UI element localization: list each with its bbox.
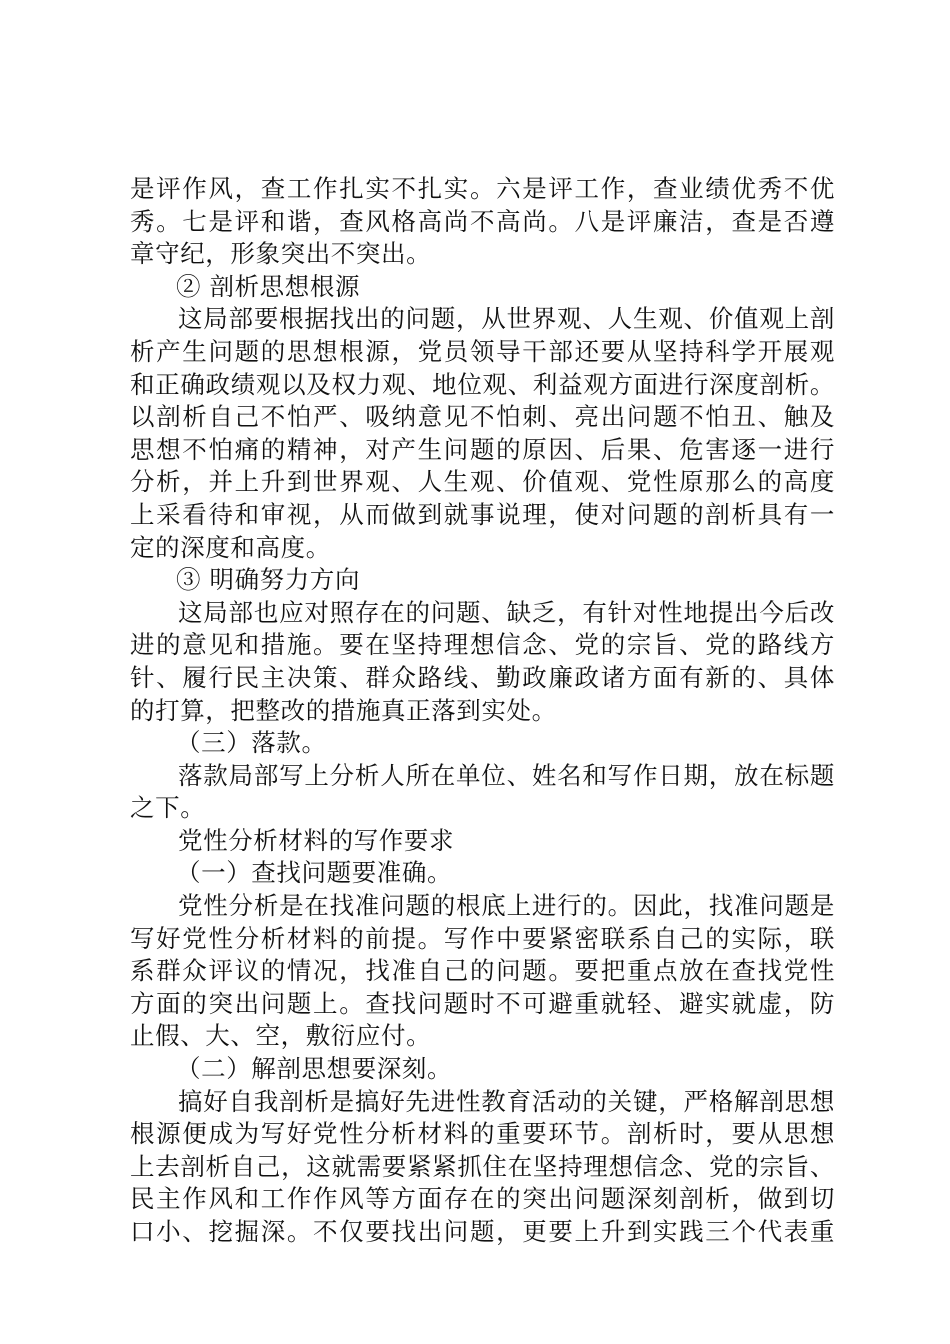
text-line: 党性分析是在找准问题的根底上进行的。因此，找准问题是 (178, 891, 835, 921)
text-line: 写好党性分析材料的前提。写作中要紧密联系自己的实际，联 (130, 923, 835, 953)
text-line: 和正确政绩观以及权力观、地位观、利益观方面进行深度剖析。 (130, 369, 835, 399)
section-heading: ③ 明确努力方向 (176, 565, 361, 595)
text-line: 之下。 (130, 793, 206, 823)
section-heading: 党性分析材料的写作要求 (178, 825, 455, 855)
text-line: 定的深度和高度。 (130, 532, 331, 562)
text-line: 秀。七是评和谐，查风格高尚不高尚。八是评廉洁，查是否遵 (130, 206, 835, 236)
text-line: 口小、挖掘深。不仅要找出问题，更要上升到实践三个代表重 (130, 1217, 835, 1246)
text-line: 思想不怕痛的精神，对产生问题的原因、后果、危害逐一进行 (130, 434, 835, 464)
text-line: 落款局部写上分析人所在单位、姓名和写作日期，放在标题 (178, 760, 835, 790)
text-line: 析产生问题的思想根源，党员领导干部还要从坚持科学开展观 (130, 336, 835, 366)
text-line: 进的意见和措施。要在坚持理想信念、党的宗旨、党的路线方 (130, 630, 835, 660)
section-heading: （一）查找问题要准确。 (176, 858, 453, 888)
text-line: 上去剖析自己，这就需要紧紧抓住在坚持理想信念、党的宗旨、 (130, 1151, 835, 1181)
text-line: 这局部也应对照存在的问题、缺乏，有针对性地提出今后改 (178, 597, 835, 627)
document-body (130, 173, 835, 1249)
text-line: 上采看待和审视，从而做到就事说理，使对问题的剖析具有一 (130, 499, 835, 529)
text-line: 针、履行民主决策、群众路线、勤政廉政诸方面有新的、具体 (130, 662, 835, 692)
section-heading: ② 剖析思想根源 (176, 271, 361, 301)
section-heading: （三）落款。 (176, 728, 327, 758)
text-line: 这局部要根据找出的问题，从世界观、人生观、价值观上剖 (178, 304, 835, 334)
text-line: 根源便成为写好党性分析材料的重要环节。剖析时，要从思想 (130, 1119, 835, 1149)
text-line: 民主作风和工作作风等方面存在的突出问题深刻剖析，做到切 (130, 1184, 835, 1214)
text-line: 以剖析自己不怕严、吸纳意见不怕刺、亮出问题不怕丑、触及 (130, 402, 835, 432)
text-line: 搞好自我剖析是搞好先进性教育活动的关键，严格解剖思想 (178, 1086, 835, 1116)
text-line: 方面的突出问题上。查找问题时不可避重就轻、避实就虚，防 (130, 988, 835, 1018)
text-line: 是评作风，查工作扎实不扎实。六是评工作，查业绩优秀不优 (130, 174, 835, 203)
text-line: 的打算，把整改的措施真正落到实处。 (130, 695, 557, 725)
text-line: 分析，并上升到世界观、人生观、价值观、党性原那么的高度 (130, 467, 835, 497)
text-line: 止假、大、空，敷衍应付。 (130, 1021, 432, 1051)
text-line: 系群众评议的情况，找准自己的问题。要把重点放在查找党性 (130, 956, 835, 986)
text-line: 章守纪，形象突出不突出。 (130, 239, 432, 269)
section-heading: （二）解剖思想要深刻。 (176, 1054, 453, 1084)
